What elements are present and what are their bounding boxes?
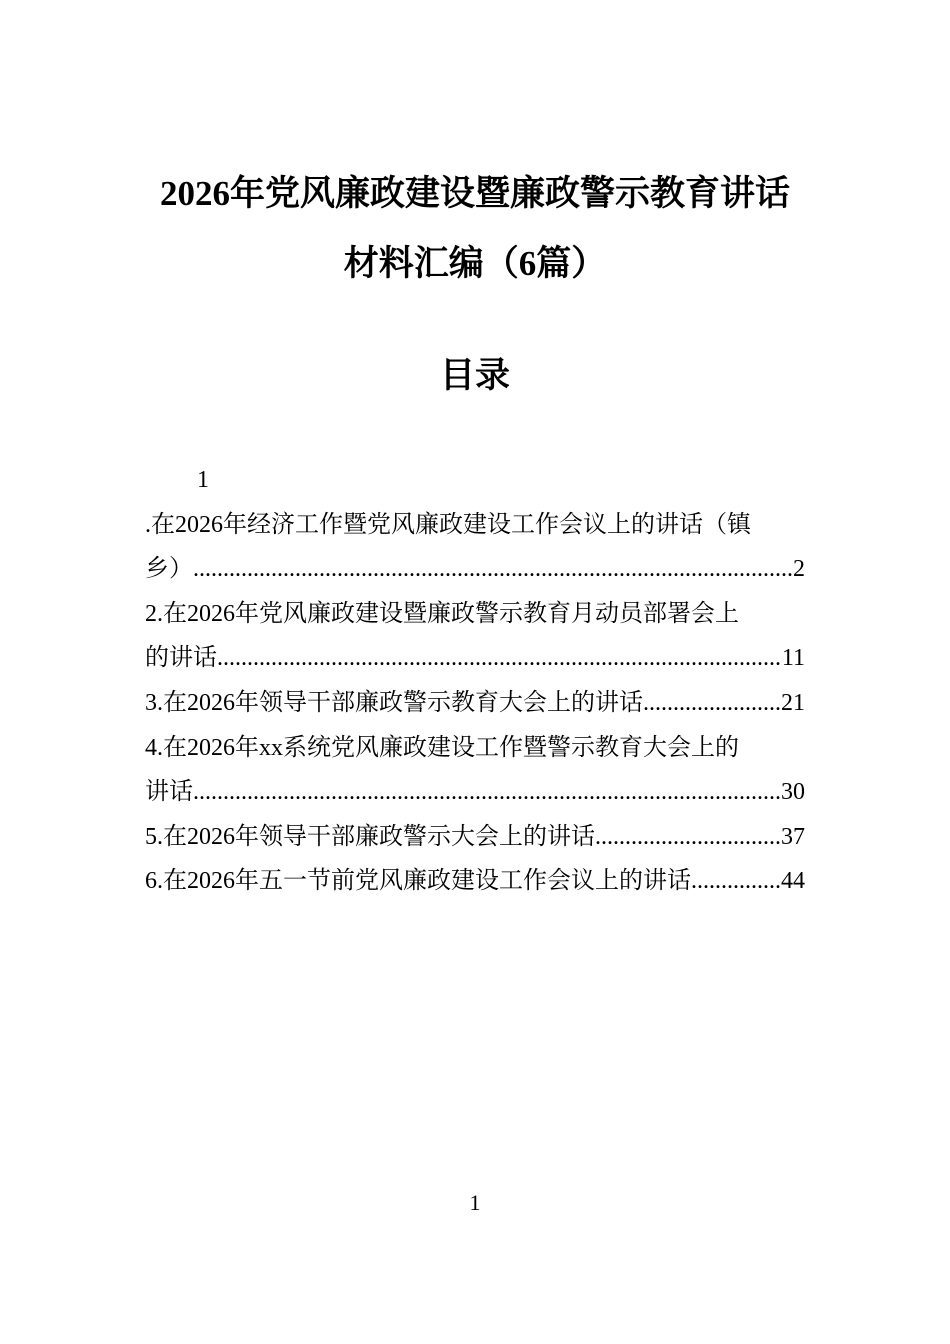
toc-page-number: 37 <box>781 823 805 850</box>
toc-entry-text: 5.在2026年领导干部廉政警示大会上的讲话 <box>145 823 595 850</box>
toc-entry-1-line-1[interactable] <box>145 503 805 548</box>
table-of-contents <box>145 458 805 904</box>
toc-entry-2-line-1[interactable] <box>145 592 805 637</box>
toc-leader-dots <box>691 859 781 904</box>
toc-page-number: 2 <box>793 556 805 583</box>
toc-entry-text: 6.在2026年五一节前党风廉政建设工作会议上的讲话 <box>145 868 691 895</box>
toc-entry-4-line-1[interactable] <box>145 726 805 771</box>
toc-leader-dots <box>217 636 782 681</box>
toc-leader-dots <box>643 681 781 726</box>
toc-entry-number: 1 <box>197 467 209 493</box>
toc-entry-1-number-line <box>145 458 805 503</box>
toc-entry-5[interactable] <box>145 815 805 860</box>
toc-entry-text: .在2026年经济工作暨党风廉政建设工作会议上的讲话（镇 <box>145 511 751 538</box>
toc-leader-dots <box>193 547 793 592</box>
toc-entry-text: 的讲话 <box>145 645 217 672</box>
toc-entry-text: 3.在2026年领导干部廉政警示教育大会上的讲话 <box>145 689 643 716</box>
toc-entry-2-line-2[interactable] <box>145 636 805 681</box>
toc-page-number: 30 <box>781 779 805 806</box>
toc-leader-dots <box>595 815 781 860</box>
toc-entry-6[interactable] <box>145 859 805 904</box>
toc-entry-4-line-2[interactable] <box>145 770 805 815</box>
toc-heading: 目录 <box>439 356 510 395</box>
toc-page-number: 21 <box>781 689 805 716</box>
toc-entry-1-line-2[interactable] <box>145 547 805 592</box>
toc-entry-text: 2.在2026年党风廉政建设暨廉政警示教育月动员部署会上 <box>145 600 739 627</box>
toc-page-number: 44 <box>781 868 805 895</box>
page-number-footer: 1 <box>469 1190 481 1215</box>
toc-entry-text: 4.在2026年xx系统党风廉政建设工作暨警示教育大会上的 <box>145 734 739 761</box>
toc-leader-dots <box>193 770 781 815</box>
toc-page-number: 11 <box>781 645 805 672</box>
toc-entry-3[interactable] <box>145 681 805 726</box>
document-title-line-1: 2026年党风廉政建设暨廉政警示教育讲话 <box>159 174 790 213</box>
toc-entry-text: 乡） <box>145 556 193 583</box>
toc-entry-text: 讲话 <box>145 779 193 806</box>
document-title-line-2: 材料汇编（6篇） <box>343 244 607 283</box>
